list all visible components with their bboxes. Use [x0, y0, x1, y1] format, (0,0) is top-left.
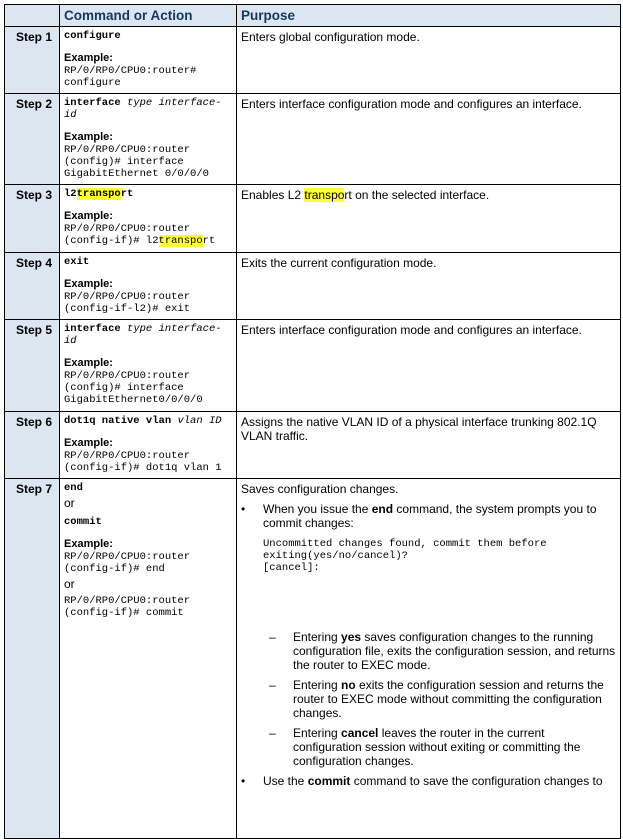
table-row	[5, 479, 621, 839]
list-item: • When you issue the end command, the system prompts you to commit changes:	[241, 502, 616, 530]
table-row	[5, 185, 621, 253]
step-label: Step 1	[5, 27, 60, 94]
list-item: – Entering no exits the configuration session and returns the router to EXEC mode without committing the configuration changes.	[241, 678, 616, 720]
example-line: (config-if)# commit	[64, 607, 184, 619]
command-text: interface	[64, 323, 121, 335]
command-text: end	[64, 482, 83, 494]
example-line: RP/0/RP0/CPU0:router	[64, 450, 191, 462]
or-text: or	[64, 577, 75, 591]
command-cell	[60, 94, 237, 185]
example-line: RP/0/RP0/CPU0:router	[64, 595, 191, 607]
command-cell	[60, 185, 237, 253]
command-text: configure	[64, 30, 121, 42]
example-line: (config)# interface	[64, 156, 184, 168]
example-line: (config-if)# l2transport	[64, 235, 216, 247]
command-arg: interface-id	[64, 97, 222, 121]
table-row	[5, 253, 621, 320]
command-text: exit	[64, 256, 90, 268]
purpose-cell	[237, 94, 621, 185]
command-cell	[60, 412, 237, 479]
example-line: RP/0/RP0/CPU0:router	[64, 144, 191, 156]
table-header-row	[5, 5, 621, 27]
purpose-cell	[237, 185, 621, 253]
example-label: Example:	[64, 52, 113, 64]
or-text: or	[64, 496, 75, 510]
header-step	[5, 5, 60, 27]
bullet-list	[241, 774, 616, 788]
example-line: (config-if)# end	[64, 563, 165, 575]
purpose-text: Enables L2 transport on the selected interface.	[241, 188, 490, 202]
purpose-text: Exits the current configuration mode.	[241, 256, 437, 270]
command-text: l2transport	[64, 188, 134, 200]
command-arg: type	[127, 97, 153, 109]
command-text: commit	[64, 516, 102, 528]
example-line: RP/0/RP0/CPU0:router#	[64, 65, 197, 77]
example-label: Example:	[64, 278, 113, 290]
step-label: Step 6	[5, 412, 60, 479]
list-item: – Entering cancel leaves the router in the current configuration session without exiting or committing the configuration changes.	[241, 726, 616, 768]
table-row	[5, 27, 621, 94]
step-label: Step 4	[5, 253, 60, 320]
example-line: configure	[64, 77, 121, 89]
header-command: Command or Action	[60, 5, 237, 27]
purpose-cell	[237, 479, 621, 839]
search-highlight: transpo	[304, 188, 345, 202]
command-arg: interface-id	[64, 323, 222, 347]
list-item: • Use the commit command to save the configuration changes to	[241, 774, 616, 788]
purpose-text: Assigns the native VLAN ID of a physical interface trunking 802.1Q VLAN traffic.	[241, 415, 597, 443]
example-label: Example:	[64, 437, 113, 449]
procedure-table	[4, 4, 621, 839]
example-label: Example:	[64, 538, 113, 550]
command-cell	[60, 253, 237, 320]
purpose-cell	[237, 253, 621, 320]
example-line: RP/0/RP0/CPU0:router	[64, 291, 191, 303]
command-cell	[60, 320, 237, 412]
command-cell	[60, 27, 237, 94]
example-label: Example:	[64, 131, 113, 143]
purpose-cell	[237, 320, 621, 412]
search-highlight: transpo	[158, 235, 203, 247]
step-label: Step 2	[5, 94, 60, 185]
purpose-text: Enters global configuration mode.	[241, 30, 420, 44]
example-line: GigabitEthernet0/0/0/0	[64, 394, 203, 406]
example-line: (config)# interface	[64, 382, 184, 394]
example-line: GigabitEthernet 0/0/0/0	[64, 168, 209, 180]
example-line: (config-if)# dot1q vlan 1	[64, 462, 222, 474]
purpose-text: Enters interface configuration mode and configures an interface.	[241, 323, 582, 337]
example-line: RP/0/RP0/CPU0:router	[64, 551, 191, 563]
dash-list	[241, 630, 616, 768]
command-arg: vlan ID	[177, 415, 222, 427]
step-label: Step 3	[5, 185, 60, 253]
purpose-text: Saves configuration changes.	[241, 482, 399, 496]
example-label: Example:	[64, 210, 113, 222]
purpose-cell	[237, 412, 621, 479]
table-row	[5, 94, 621, 185]
command-text: interface	[64, 97, 121, 109]
example-line: RP/0/RP0/CPU0:router	[64, 223, 191, 235]
prompt-output: Uncommitted changes found, commit them before exiting(yes/no/cancel)? [cancel]:	[263, 538, 547, 574]
example-label: Example:	[64, 357, 113, 369]
step-label: Step 7	[5, 479, 60, 839]
step-label: Step 5	[5, 320, 60, 412]
purpose-text: Enters interface configuration mode and configures an interface.	[241, 97, 582, 111]
header-purpose: Purpose	[237, 5, 621, 27]
command-cell	[60, 479, 237, 839]
table-row	[5, 412, 621, 479]
example-line: (config-if-l2)# exit	[64, 303, 191, 315]
search-highlight: transpo	[76, 188, 121, 200]
example-line: RP/0/RP0/CPU0:router	[64, 370, 191, 382]
list-item: – Entering yes saves configuration changes to the running configuration file, exits the configuration session, and returns the router to EXEC mode.	[241, 630, 616, 672]
command-text: dot1q native vlan	[64, 415, 172, 427]
command-arg: type	[127, 323, 153, 335]
purpose-cell	[237, 27, 621, 94]
bullet-list	[241, 502, 616, 530]
table-row	[5, 320, 621, 412]
